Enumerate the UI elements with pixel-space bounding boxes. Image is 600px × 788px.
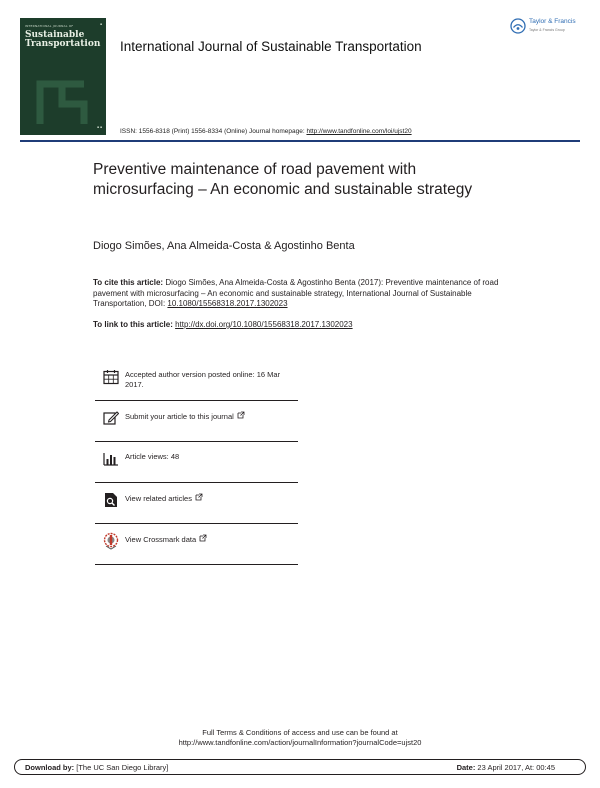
citation-text: Diogo Simões, Ana Almeida-Costa & Agostinho Benta (2017): Preventive maintenance of road pavement with microsurfacing – An economic and sustainable strategy, International Journal of Sustainable Transportation, DOI: <box>93 278 499 308</box>
accepted-version-row <box>95 360 298 401</box>
external-link-icon <box>237 411 245 419</box>
crossmark-row[interactable] <box>95 524 298 565</box>
download-date-label: Date: <box>456 762 476 772</box>
taylor-francis-logo-icon <box>510 18 526 34</box>
cover-title <box>25 31 100 49</box>
submit-article-label: Submit your article to this journal <box>125 412 234 421</box>
download-date-value: 23 April 2017, At: 00:45 <box>475 762 555 772</box>
article-link-label: To link to this article: <box>93 320 176 329</box>
cover-volume-marker: ▪ <box>99 22 102 26</box>
cover-small-text: INTERNATIONAL JOURNAL OF <box>25 24 74 28</box>
article-title: Preventive maintenance of road pavement with microsurfacing – An economic and sustainable strategy <box>93 161 473 198</box>
download-info-bar <box>14 759 586 775</box>
publisher-name: Taylor & Francis <box>529 18 576 25</box>
article-authors: Diogo Simões, Ana Almeida-Costa & Agostinho Benta <box>93 240 355 252</box>
article-doi-url-link[interactable]: http://dx.doi.org/10.1080/15568318.2017.1302023 <box>175 320 353 329</box>
accepted-version-text: Accepted author version posted online: 16 Mar 2017. <box>125 370 281 389</box>
publisher-logo-text <box>529 19 576 33</box>
cover-title-line2: Transportation <box>25 39 101 49</box>
submit-article-link[interactable] <box>125 409 245 422</box>
citation-block <box>93 278 513 310</box>
bar-chart-icon <box>100 450 122 468</box>
related-articles-link[interactable] <box>125 491 203 504</box>
calendar-icon <box>100 368 122 386</box>
related-articles-search-icon <box>100 491 122 509</box>
download-date <box>457 763 555 772</box>
terms-link[interactable]: http://www.tandfonline.com/action/journalInformation?journalCode=ujst20 <box>178 738 422 747</box>
issn-text: ISSN: 1556-8318 (Print) 1556-8334 (Online) Journal homepage: <box>120 128 307 135</box>
article-link-line <box>93 320 353 329</box>
external-link-icon <box>199 534 207 542</box>
cover-title-line1: Sustainable <box>25 30 85 40</box>
downloaded-by-label: Download by: <box>25 762 75 772</box>
header-divider <box>20 140 580 142</box>
article-info-box <box>95 360 298 565</box>
related-articles-label: View related articles <box>125 494 192 503</box>
article-views-row <box>95 442 298 483</box>
cover-publisher-mark: ▪ ▪ <box>96 125 102 129</box>
article-views-text: Article views: 48 <box>125 452 180 461</box>
citation-label: To cite this article: <box>93 278 164 287</box>
cover-emblem-icon <box>34 74 90 130</box>
submit-article-row[interactable] <box>95 401 298 442</box>
downloaded-by-value: [The UC San Diego Library] <box>74 762 169 772</box>
publisher-logo[interactable] <box>510 15 582 37</box>
external-link-icon <box>195 493 203 501</box>
terms-and-conditions <box>0 728 600 748</box>
journal-cover-image <box>20 18 106 135</box>
downloaded-by <box>25 763 457 772</box>
crossmark-icon <box>100 532 122 550</box>
terms-line-1: Full Terms & Conditions of access and use can be found at <box>202 728 398 737</box>
crossmark-label: View Crossmark data <box>125 535 197 544</box>
crossmark-link[interactable] <box>125 532 207 545</box>
related-articles-row[interactable] <box>95 483 298 524</box>
edit-pencil-icon <box>100 409 122 427</box>
publisher-group-name: Taylor & Francis Group <box>529 27 565 32</box>
journal-name: International Journal of Sustainable Transportation <box>120 39 422 54</box>
journal-homepage-link[interactable]: http://www.tandfonline.com/loi/ujst20 <box>306 128 412 135</box>
doi-link[interactable]: 10.1080/15568318.2017.1302023 <box>167 299 288 308</box>
issn-line <box>120 128 412 135</box>
